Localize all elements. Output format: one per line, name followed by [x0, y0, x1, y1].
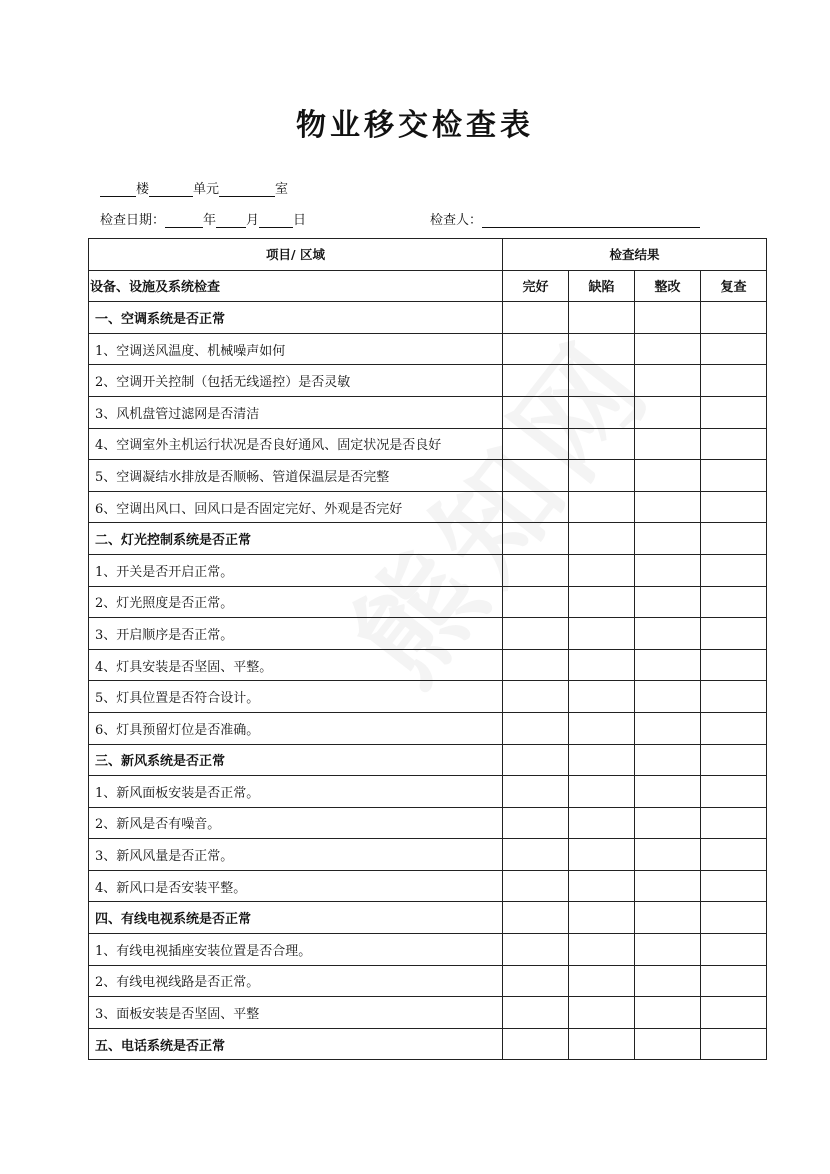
section-title: 四、有线电视系统是否正常 — [89, 902, 503, 934]
result-cell-recheck[interactable] — [701, 491, 767, 523]
result-cell-good[interactable] — [503, 302, 569, 334]
subheader-label: 设备、设施及系统检查 — [89, 270, 503, 302]
check-item: 4、空调室外主机运行状况是否良好通风、固定状况是否良好 — [89, 428, 503, 460]
col-rectify: 整改 — [635, 270, 701, 302]
result-cell-good[interactable] — [503, 997, 569, 1029]
section-row — [89, 523, 767, 555]
result-cell-rectify[interactable] — [635, 839, 701, 871]
inspector-blank[interactable] — [482, 213, 700, 228]
result-cell-recheck[interactable] — [701, 1028, 767, 1060]
result-cell-rectify[interactable] — [635, 807, 701, 839]
result-cell-recheck[interactable] — [701, 681, 767, 713]
result-cell-defect[interactable] — [569, 302, 635, 334]
section-title: 二、灯光控制系统是否正常 — [89, 523, 503, 555]
result-cell-good[interactable] — [503, 365, 569, 397]
table-row — [89, 396, 767, 428]
table-row — [89, 428, 767, 460]
section-row — [89, 302, 767, 334]
result-cell-defect[interactable] — [569, 681, 635, 713]
check-item: 5、灯具位置是否符合设计。 — [89, 681, 503, 713]
result-cell-rectify[interactable] — [635, 776, 701, 808]
result-cell-good[interactable] — [503, 618, 569, 650]
day-blank[interactable] — [259, 213, 293, 228]
table-row — [89, 807, 767, 839]
result-cell-recheck[interactable] — [701, 333, 767, 365]
result-cell-good[interactable] — [503, 523, 569, 555]
result-cell-defect[interactable] — [569, 870, 635, 902]
room-blank[interactable] — [219, 182, 275, 197]
check-item: 2、灯光照度是否正常。 — [89, 586, 503, 618]
result-cell-recheck[interactable] — [701, 712, 767, 744]
result-cell-recheck[interactable] — [701, 776, 767, 808]
result-cell-defect[interactable] — [569, 776, 635, 808]
check-item: 1、有线电视插座安装位置是否合理。 — [89, 934, 503, 966]
col-good: 完好 — [503, 270, 569, 302]
result-cell-defect[interactable] — [569, 934, 635, 966]
table-row — [89, 365, 767, 397]
result-cell-rectify[interactable] — [635, 965, 701, 997]
result-cell-defect[interactable] — [569, 807, 635, 839]
table-row — [89, 586, 767, 618]
subheader-row — [89, 270, 767, 302]
result-cell-good[interactable] — [503, 491, 569, 523]
result-cell-rectify[interactable] — [635, 681, 701, 713]
check-item: 2、有线电视线路是否正常。 — [89, 965, 503, 997]
result-cell-defect[interactable] — [569, 965, 635, 997]
result-cell-good[interactable] — [503, 776, 569, 808]
result-cell-recheck[interactable] — [701, 302, 767, 334]
result-cell-rectify[interactable] — [635, 997, 701, 1029]
result-cell-good[interactable] — [503, 807, 569, 839]
check-item: 4、灯具安装是否坚固、平整。 — [89, 649, 503, 681]
result-cell-rectify[interactable] — [635, 902, 701, 934]
check-item: 6、灯具预留灯位是否准确。 — [89, 712, 503, 744]
check-item: 3、面板安装是否坚固、平整 — [89, 997, 503, 1029]
building-blank[interactable] — [100, 182, 136, 197]
result-cell-defect[interactable] — [569, 712, 635, 744]
col-defect: 缺陷 — [569, 270, 635, 302]
table-row — [89, 681, 767, 713]
result-cell-defect[interactable] — [569, 460, 635, 492]
result-cell-recheck[interactable] — [701, 649, 767, 681]
table-row — [89, 333, 767, 365]
col-recheck: 复查 — [701, 270, 767, 302]
inspection-table — [88, 238, 767, 1060]
result-cell-defect[interactable] — [569, 491, 635, 523]
result-cell-rectify[interactable] — [635, 712, 701, 744]
result-cell-recheck[interactable] — [701, 744, 767, 776]
result-cell-defect[interactable] — [569, 523, 635, 555]
table-row — [89, 870, 767, 902]
check-item: 3、新风风量是否正常。 — [89, 839, 503, 871]
page-title: 物业移交检查表 — [296, 108, 534, 143]
result-cell-recheck[interactable] — [701, 460, 767, 492]
result-cell-rectify[interactable] — [635, 1028, 701, 1060]
table-row — [89, 554, 767, 586]
check-item: 2、空调开关控制（包括无线遥控）是否灵敏 — [89, 365, 503, 397]
month-blank[interactable] — [216, 213, 246, 228]
result-cell-good[interactable] — [503, 839, 569, 871]
result-cell-good[interactable] — [503, 712, 569, 744]
result-cell-good[interactable] — [503, 649, 569, 681]
result-cell-rectify[interactable] — [635, 333, 701, 365]
result-cell-defect[interactable] — [569, 618, 635, 650]
result-cell-good[interactable] — [503, 681, 569, 713]
inspector-line — [430, 209, 700, 228]
result-cell-defect[interactable] — [569, 365, 635, 397]
building-label: 楼 — [136, 182, 150, 197]
table-row — [89, 934, 767, 966]
result-cell-rectify[interactable] — [635, 618, 701, 650]
table-row — [89, 839, 767, 871]
check-item: 1、空调送风温度、机械噪声如何 — [89, 333, 503, 365]
result-cell-rectify[interactable] — [635, 554, 701, 586]
check-item: 3、风机盘管过滤网是否清洁 — [89, 396, 503, 428]
result-cell-good[interactable] — [503, 902, 569, 934]
room-label: 室 — [275, 182, 289, 197]
table-row — [89, 965, 767, 997]
result-cell-good[interactable] — [503, 870, 569, 902]
result-cell-recheck[interactable] — [701, 934, 767, 966]
section-row — [89, 1028, 767, 1060]
header-item-area: 项目/ 区域 — [89, 239, 503, 271]
result-cell-defect[interactable] — [569, 997, 635, 1029]
result-cell-good[interactable] — [503, 965, 569, 997]
check-item: 6、空调出风口、回风口是否固定完好、外观是否完好 — [89, 491, 503, 523]
table-row — [89, 997, 767, 1029]
table-row — [89, 460, 767, 492]
result-cell-rectify[interactable] — [635, 365, 701, 397]
result-cell-defect[interactable] — [569, 649, 635, 681]
result-cell-rectify[interactable] — [635, 870, 701, 902]
check-item: 2、新风是否有噪音。 — [89, 807, 503, 839]
section-title: 五、电话系统是否正常 — [89, 1028, 503, 1060]
result-cell-recheck[interactable] — [701, 554, 767, 586]
result-cell-recheck[interactable] — [701, 839, 767, 871]
result-cell-rectify[interactable] — [635, 523, 701, 555]
table-row — [89, 776, 767, 808]
result-cell-recheck[interactable] — [701, 807, 767, 839]
result-cell-recheck[interactable] — [701, 965, 767, 997]
result-cell-defect[interactable] — [569, 839, 635, 871]
result-cell-rectify[interactable] — [635, 491, 701, 523]
result-cell-defect[interactable] — [569, 902, 635, 934]
check-item: 3、开启顺序是否正常。 — [89, 618, 503, 650]
header-result: 检查结果 — [503, 239, 767, 271]
result-cell-good[interactable] — [503, 460, 569, 492]
unit-label: 单元 — [193, 182, 220, 197]
address-line — [100, 178, 288, 197]
section-row — [89, 902, 767, 934]
result-cell-rectify[interactable] — [635, 302, 701, 334]
check-item: 4、新风口是否安装平整。 — [89, 870, 503, 902]
result-cell-good[interactable] — [503, 396, 569, 428]
result-cell-good[interactable] — [503, 428, 569, 460]
month-label: 月 — [246, 213, 260, 228]
result-cell-defect[interactable] — [569, 744, 635, 776]
result-cell-rectify[interactable] — [635, 649, 701, 681]
result-cell-rectify[interactable] — [635, 744, 701, 776]
result-cell-recheck[interactable] — [701, 870, 767, 902]
date-line — [100, 209, 306, 228]
check-item: 1、开关是否开启正常。 — [89, 554, 503, 586]
result-cell-defect[interactable] — [569, 554, 635, 586]
result-cell-good[interactable] — [503, 744, 569, 776]
day-label: 日 — [293, 213, 307, 228]
section-title: 一、空调系统是否正常 — [89, 302, 503, 334]
result-cell-recheck[interactable] — [701, 902, 767, 934]
table-row — [89, 491, 767, 523]
result-cell-recheck[interactable] — [701, 618, 767, 650]
result-cell-good[interactable] — [503, 1028, 569, 1060]
result-cell-recheck[interactable] — [701, 523, 767, 555]
check-item: 5、空调凝结水排放是否顺畅、管道保温层是否完整 — [89, 460, 503, 492]
section-title: 三、新风系统是否正常 — [89, 744, 503, 776]
table-row — [89, 712, 767, 744]
result-cell-rectify[interactable] — [635, 586, 701, 618]
year-label: 年 — [203, 213, 217, 228]
result-cell-recheck[interactable] — [701, 396, 767, 428]
year-blank[interactable] — [165, 213, 203, 228]
result-cell-defect[interactable] — [569, 428, 635, 460]
result-cell-good[interactable] — [503, 333, 569, 365]
section-row — [89, 744, 767, 776]
table-row — [89, 649, 767, 681]
table-row — [89, 618, 767, 650]
result-cell-recheck[interactable] — [701, 365, 767, 397]
result-cell-defect[interactable] — [569, 396, 635, 428]
result-cell-defect[interactable] — [569, 333, 635, 365]
result-cell-defect[interactable] — [569, 586, 635, 618]
unit-blank[interactable] — [149, 182, 193, 197]
result-cell-good[interactable] — [503, 586, 569, 618]
check-item: 1、新风面板安装是否正常。 — [89, 776, 503, 808]
result-cell-recheck[interactable] — [701, 586, 767, 618]
result-cell-rectify[interactable] — [635, 396, 701, 428]
result-cell-rectify[interactable] — [635, 460, 701, 492]
result-cell-good[interactable] — [503, 934, 569, 966]
result-cell-rectify[interactable] — [635, 934, 701, 966]
date-label: 检查日期： — [100, 213, 166, 228]
result-cell-defect[interactable] — [569, 1028, 635, 1060]
result-cell-rectify[interactable] — [635, 428, 701, 460]
result-cell-good[interactable] — [503, 554, 569, 586]
inspector-label: 检查人： — [430, 213, 483, 228]
result-cell-recheck[interactable] — [701, 997, 767, 1029]
result-cell-recheck[interactable] — [701, 428, 767, 460]
